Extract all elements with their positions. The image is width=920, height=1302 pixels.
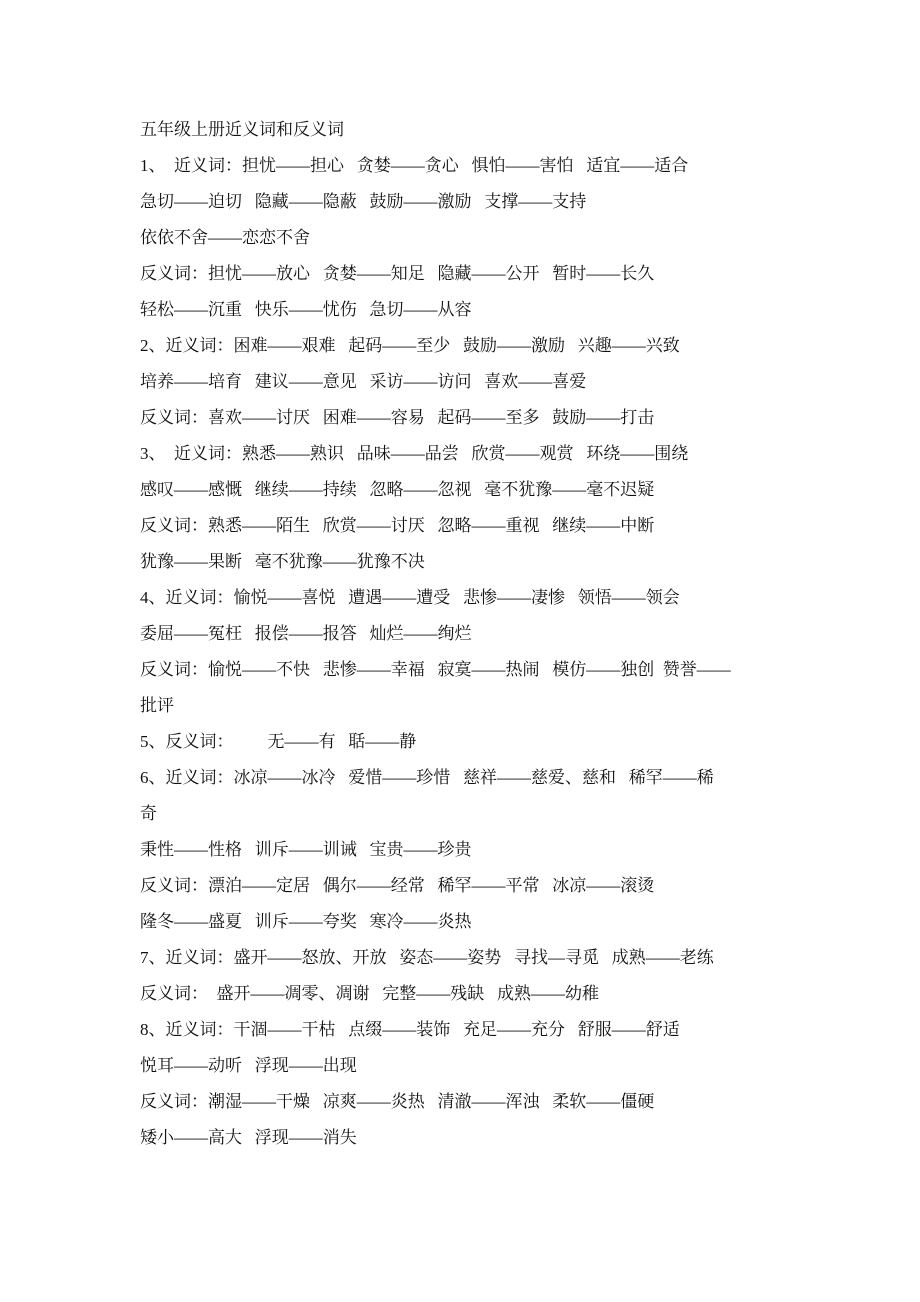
text-line: 秉性——性格 训斥——训诫 宝贵——珍贵 xyxy=(140,840,472,859)
text-line: 反义词：愉悦——不快 悲惨——幸福 寂寞——热闹 模仿——独创 赞誉—— xyxy=(140,660,731,679)
text-line: 悦耳——动听 浮现——出现 xyxy=(140,1056,357,1075)
text-line: 8、近义词：干涸——干枯 点缀——装饰 充足——充分 舒服——舒适 xyxy=(140,1020,680,1039)
text-line: 矮小——高大 浮现——消失 xyxy=(140,1128,357,1147)
text-line: 4、近义词：愉悦——喜悦 遭遇——遭受 悲惨——凄惨 领悟——领会 xyxy=(140,588,680,607)
text-line: 犹豫——果断 毫不犹豫——犹豫不决 xyxy=(140,552,425,571)
text-line: 隆冬——盛夏 训斥——夸奖 寒冷——炎热 xyxy=(140,912,472,931)
text-line: 3、 近义词：熟悉——熟识 品味——品尝 欣赏——观赏 环绕——围绕 xyxy=(140,444,689,463)
text-line: 感叹——感慨 继续——持续 忽略——忽视 毫不犹豫——毫不迟疑 xyxy=(140,480,655,499)
text-line: 反义词：熟悉——陌生 欣赏——讨厌 忽略——重视 继续——中断 xyxy=(140,516,655,535)
text-line: 5、反义词： 无——有 聒——静 xyxy=(140,732,417,751)
text-line: 反义词： 盛开——凋零、凋谢 完整——残缺 成熟——幼稚 xyxy=(140,984,599,1003)
text-line: 培养——培育 建议——意见 采访——访问 喜欢——喜爱 xyxy=(140,372,587,391)
text-line: 奇 xyxy=(140,804,157,823)
text-line: 轻松——沉重 快乐——忧伤 急切——从容 xyxy=(140,300,472,319)
text-line: 急切——迫切 隐藏——隐蔽 鼓励——激励 支撑——支持 xyxy=(140,192,587,211)
text-line: 依依不舍——恋恋不舍 xyxy=(140,228,310,247)
text-line: 2、近义词：困难——艰难 起码——至少 鼓励——激励 兴趣——兴致 xyxy=(140,336,680,355)
text-line: 委屈——冤枉 报偿——报答 灿烂——绚烂 xyxy=(140,624,472,643)
text-line: 批评 xyxy=(140,696,174,715)
text-line: 反义词：担忧——放心 贪婪——知足 隐藏——公开 暂时——长久 xyxy=(140,264,655,283)
document-title: 五年级上册近义词和反义词 xyxy=(140,120,344,139)
text-line: 1、 近义词：担忧——担心 贪婪——贪心 惧怕——害怕 适宜——适合 xyxy=(140,156,689,175)
document-body xyxy=(140,148,820,1156)
text-line: 反义词：漂泊——定居 偶尔——经常 稀罕——平常 冰凉——滚烫 xyxy=(140,876,655,895)
text-line: 6、近义词：冰凉——冰冷 爱惜——珍惜 慈祥——慈爱、慈和 稀罕——稀 xyxy=(140,768,714,787)
text-line: 反义词：潮湿——干燥 凉爽——炎热 清澈——浑浊 柔软——僵硬 xyxy=(140,1092,655,1111)
document-page xyxy=(140,112,820,1156)
text-line: 反义词：喜欢——讨厌 困难——容易 起码——至多 鼓励——打击 xyxy=(140,408,655,427)
text-line: 7、近义词：盛开——怒放、开放 姿态——姿势 寻找—寻觅 成熟——老练 xyxy=(140,948,714,967)
